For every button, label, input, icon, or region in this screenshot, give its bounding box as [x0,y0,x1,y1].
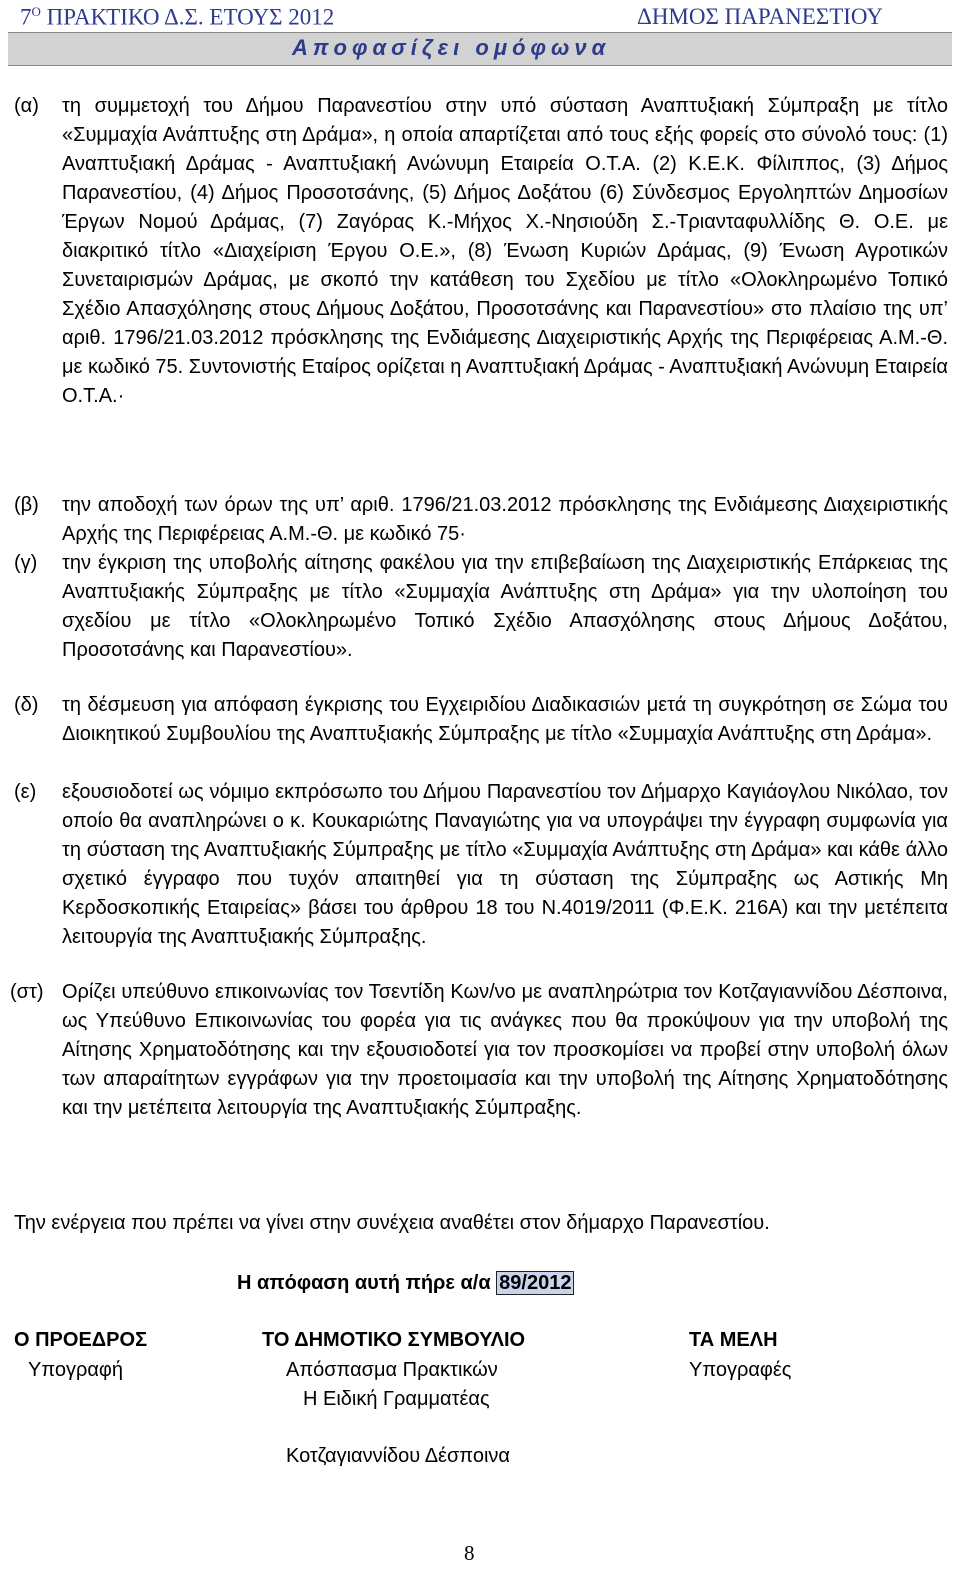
council-secretary: Η Ειδική Γραμματέας [303,1388,490,1410]
item-text: τη δέσμευση για απόφαση έγκρισης του Εγχειριδίου Διαδικασιών μετά τη συγκρότηση σε Σώμα του Διοικητικού Συμβουλίου της Αναπτυξιακής Σύμπραξης με τίτλο «Συμμαχία Ανάπτυξης στη Δράμα». [62,694,948,745]
action-paragraph: Την ενέργεια που πρέπει να γίνει στην συνέχεια αναθέτει στον δήμαρχο Παρανεστίου. [14,1212,770,1234]
item-e [14,778,948,952]
decision-number: 89/2012 [496,1271,574,1295]
item-label: (β) [14,494,39,516]
item-label: (δ) [14,694,39,716]
item-label: (ε) [14,781,37,803]
decision-prefix: Η απόφαση αυτή πήρε α/α [237,1272,497,1294]
item-text: την αποδοχή των όρων της υπ’ αριθ. 1796/21.03.2012 πρόσκλησης της Ενδιάμεσης Διαχειριστικής Αρχής της Περιφέρειας Α.Μ.-Θ. με κωδικό 75· [62,494,948,545]
page-header [8,2,953,32]
decision-banner [8,32,952,66]
item-text: την έγκριση της υποβολής αίτησης φακέλου για την επιβεβαίωση της Διαχειριστικής Επάρκειας της Αναπτυξιακής Σύμπραξης με τίτλο «Συμμαχία Ανάπτυξης στη Δράμα» για την υλοποίηση του σχεδίου με τίτλο «Ολοκληρωμένο Τοπικό Σχέδιο Απασχόλησης στους Δήμους Δοξάτου, Προσοτσάνης και Παρανεστίου». [62,552,948,661]
item-text: τη συμμετοχή του Δήμου Παρανεστίου στην υπό σύσταση Αναπτυξιακή Σύμπραξη με τίτλο «Συμμαχία Ανάπτυξης στη Δράμα», η οποία απαρτίζεται από τους εξής φορείς στο σύνολό τους: (1) Αναπτυξιακή Δράμας - Αναπτυξιακή Ανώνυμη Εταιρεία Ο.Τ.Α. (2) Κ.Ε.Κ. Φίλιππος, (3) Δήμος Παρανεστίου, (4) Δήμος Προσοτσάνης, (5) Δήμος Δοξάτου (6) Σύνδεσμος Εργοληπτών Δημοσίων Έργων Νομού Δράμας, (7) Ζαγόρας Κ.-Μήχος Χ.-Νησιούδη Σ.-Τριανταφυλλίδης Θ. Ο.Ε. με διακριτικό τίτλο «Διαχείριση Έργου Ο.Ε.», (8) Ένωση Κυριών Δράμας, (9) Ένωση Αγροτικών Συνεταιρισμών Δράμας, με σκοπό την κατάθεση του Σχεδίου με τίτλο «Ολοκληρωμένο Τοπικό Σχέδιο Απασχόλησης στους Δήμους Δοξάτου, Προσοτσάνης και Παρανεστίου» στο πλαίσιο της υπ’ αριθ. 1796/21.03.2012 πρόσκλησης της Ενδιάμεσης Διαχειριστικής Αρχής της Περιφέρειας Α.Μ.-Θ. με κωδικό 75. Συντονιστής Εταίρος ορίζεται η Αναπτυξιακή Δράμας - Αναπτυξιακή Ανώνυμη Εταιρεία Ο.Τ.Α.· [62,95,948,407]
header-municipality: ΔΗΜΟΣ ΠΑΡΑΝΕΣΤΙΟΥ [637,4,883,29]
members-title: ΤΑ ΜΕΛΗ [689,1329,778,1351]
council-title: ΤΟ ΔΗΜΟΤΙΚΟ ΣΥΜΒΟΥΛΙΟ [262,1329,526,1351]
item-st [10,978,948,1123]
item-c [14,549,948,665]
council-excerpt: Απόσπασμα Πρακτικών [286,1359,498,1381]
item-a [14,92,948,411]
item-text: Ορίζει υπεύθυνο επικοινωνίας τον Τσεντίδη Κων/νο με αναπληρώτρια τον Κοτζαγιαννίδου Δέσποινα, ως Υπεύθυνο Επικοινωνίας του φορέα για τις ανάγκες που θα προκύψουν για την υποβολή της Αίτησης Χρηματοδότησης και την εξουσιοδοτεί για τον προσκομίσει να προβεί στην υποβολή όλων των απαραίτητων εγγράφων για την προετοιμασία και την υποβολή της Αίτησης Χρηματοδότησης και την μετέπειτα λειτουργία της Αναπτυξιακής Σύμπραξης. [62,981,948,1119]
item-label: (στ) [10,981,44,1003]
president-title: Ο ΠΡΟΕΔΡΟΣ [14,1329,148,1351]
members-signatures: Υπογραφές [689,1359,792,1381]
item-label: (α) [14,95,39,117]
item-text: εξουσιοδοτεί ως νόμιμο εκπρόσωπο του Δήμου Παρανεστίου τον Δήμαρχο Καγιάογλου Νικόλαο, τον οποίο θα αναπληρώνει ο κ. Κουκαριώτης Παναγιώτης για να υπογράψει την έγγραφη συμφωνία για τη σύσταση της Αναπτυξιακής Σύμπραξης με τίτλο «Συμμαχία Ανάπτυξης στη Δράμα» και κάθε άλλο σχετικό έγγραφο που τυχόν απαιτηθεί για τη σύσταση της Σύμπραξης ως Αστικής Μη Κερδοσκοπικής Εταιρείας» βάσει του άρθρου 18 του Ν.4019/2011 (Φ.Ε.Κ. 216Α) και την μετέπειτα λειτουργία της Αναπτυξιακής Σύμπραξης. [62,781,948,948]
item-b [14,491,948,549]
item-d [14,691,948,749]
council-secretary-name: Κοτζαγιαννίδου Δέσποινα [286,1445,510,1467]
header-minutes-title: $7^O$ ΠΡΑΚΤΙΚΟ Δ.Σ. ΕΤΟΥΣ 2012 [20,4,335,30]
item-label: (γ) [14,552,38,574]
banner-text: Αποφασίζει ομόφωνα [292,35,611,60]
decision-line [237,1268,574,1298]
president-signature: Υπογραφή [28,1359,124,1381]
page-number: 8 [464,1541,475,1565]
